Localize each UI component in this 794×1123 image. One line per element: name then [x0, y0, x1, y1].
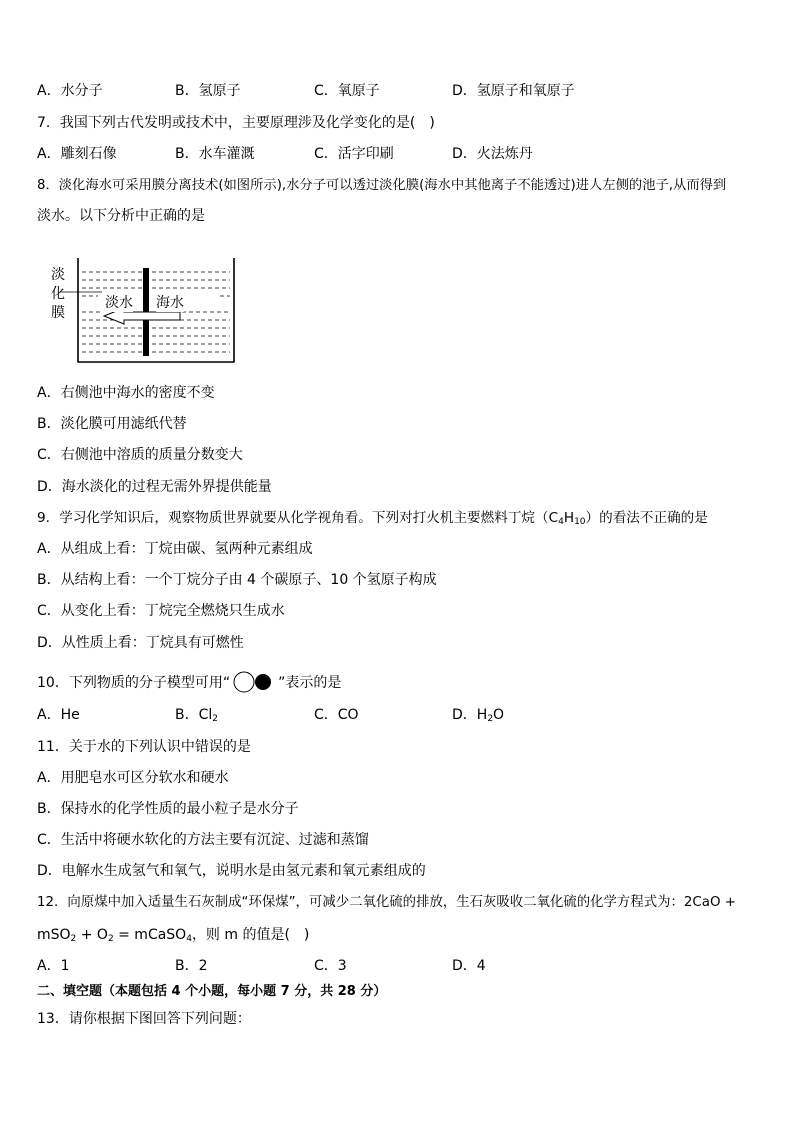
q8-option-d: D．海水淡化的过程无需外界提供能量: [37, 479, 272, 495]
membrane-label-2: 化: [51, 286, 65, 302]
q6-option-d: D．氢原子和氧原子: [452, 83, 575, 99]
seawater-label: 海水: [156, 292, 184, 312]
q11-stem: 11．关于水的下列认识中错误的是: [37, 739, 251, 755]
q9-option-d: D．从性质上看：丁烷具有可燃性: [37, 635, 244, 651]
q10-option-c: C．CO: [314, 707, 359, 723]
q11-option-c: C．生活中将硬水软化的方法主要有沉淀、过滤和蒸馏: [37, 832, 369, 848]
q13-stem: 13．请你根据下图回答下列问题：: [37, 1011, 251, 1027]
q6-option-c: C．氧原子: [314, 83, 380, 99]
q12-option-a: A．1: [37, 958, 70, 974]
q7-option-b: B．水车灌溉: [175, 146, 255, 162]
section-title: 二、填空题（本题包括 4 个小题，每小题 7 分，共 28 分）: [37, 984, 387, 999]
molecule-model-icon: [230, 671, 278, 693]
q11-option-d: D．电解水生成氢气和氧气，说明水是由氢元素和氧元素组成的: [37, 863, 426, 879]
q9-option-c: C．从变化上看：丁烷完全燃烧只生成水: [37, 603, 285, 619]
q7-stem: 7．我国下列古代发明或技术中，主要原理涉及化学变化的是( ): [37, 115, 435, 131]
q12-stem-line1: 12．向原煤中加入适量生石灰制成“环保煤”，可减少二氧化硫的排放，生石灰吸收二氧化硫的化学方程式为：2CaO +: [37, 895, 736, 910]
q12-option-b: B．2: [175, 958, 208, 974]
membrane-figure: [40, 254, 250, 366]
q9-option-b: B．从结构上看：一个丁烷分子由 4 个碳原子、10 个氢原子构成: [37, 572, 437, 588]
q9-stem: 9．学习化学知识后，观察物质世界就要从化学视角看。下列对打火机主要燃料丁烷$(C_4H_{10})$的看法不正确的是: [37, 510, 708, 527]
q12-option-c: C．3: [314, 958, 347, 974]
q7-option-d: D．火法炼丹: [452, 146, 533, 162]
q10-stem: 10．下列物质的分子模型可用“ ”表示的是: [37, 671, 341, 693]
q8-stem-line1: 8．淡化海水可采用膜分离技术(如图所示),水分子可以透过淡化膜(海水中其他离子不能透过)进人左侧的池子,从而得到: [37, 178, 727, 193]
q8-stem-line2: 淡水。以下分析中正确的是: [37, 208, 205, 224]
q7-option-c: C．活字印刷: [314, 146, 394, 162]
q11-option-a: A．用肥皂水可区分软水和硬水: [37, 770, 229, 786]
q6-option-b: B．氢原子: [175, 83, 241, 99]
q10-option-d: D．$H_2O$: [452, 707, 505, 724]
q12-option-d: D．4: [452, 958, 486, 974]
q10-option-a: A．He: [37, 707, 80, 723]
q8-option-a: A．右侧池中海水的密度不变: [37, 385, 215, 401]
fresh-water-label: 淡水: [105, 292, 133, 312]
q6-option-a: A．水分子: [37, 83, 103, 99]
q12-stem-line2: $mSO_2 + O_2$ = mCaSO$_4$，则 m 的值是( ): [37, 927, 310, 944]
q8-option-c: C．右侧池中溶质的质量分数变大: [37, 447, 243, 463]
membrane-label-1: 淡: [51, 267, 65, 283]
q11-option-b: B．保持水的化学性质的最小粒子是水分子: [37, 801, 299, 817]
q7-option-a: A．雕刻石像: [37, 146, 117, 162]
membrane-label-3: 膜: [51, 305, 65, 321]
q10-option-b: B．$Cl_2$: [175, 707, 219, 724]
q8-option-b: B．淡化膜可用滤纸代替: [37, 416, 187, 432]
q9-option-a: A．从组成上看：丁烷由碳、氢两种元素组成: [37, 541, 313, 557]
